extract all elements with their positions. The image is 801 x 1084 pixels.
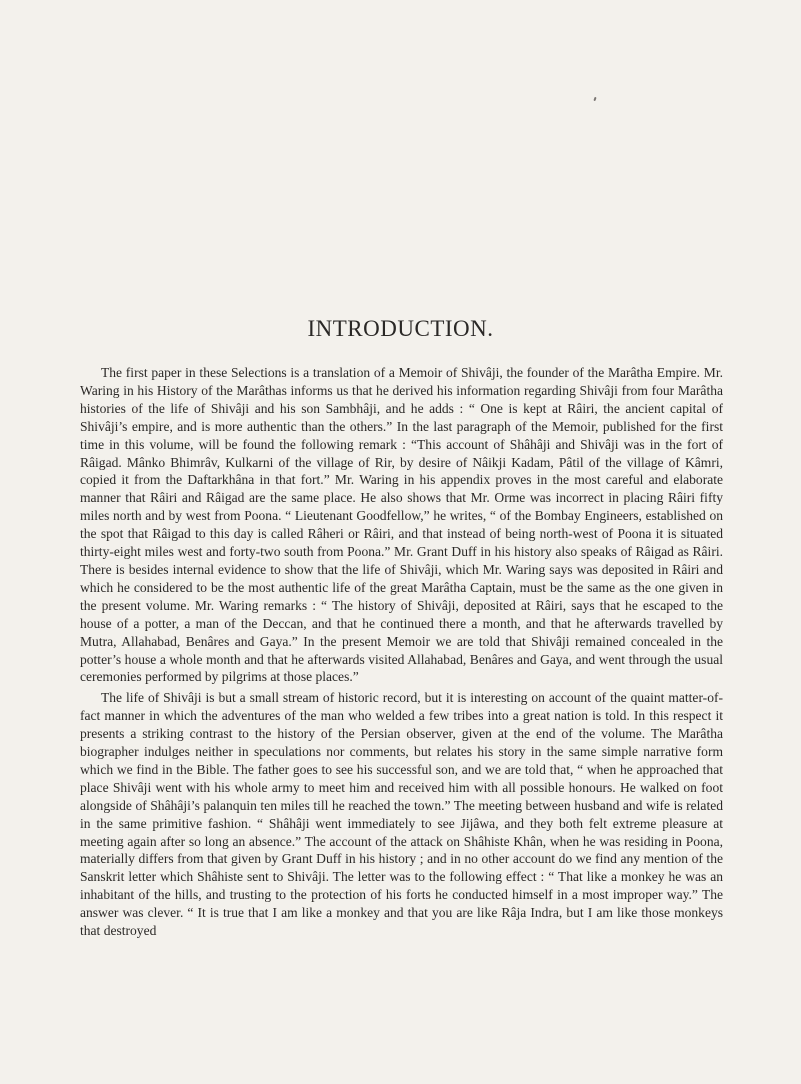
paper-speck <box>593 97 596 101</box>
page-title: INTRODUCTION. <box>307 316 494 341</box>
paragraph-1: The first paper in these Selections is a translation of a Memoir of Shivâji, the founder of the Marâtha Empire. Mr. Waring in his History of the Marâthas informs us that he derived his information regarding Shivâji from four Marâtha histories of the life of Shivâji and his son Sambhâji, and he adds : “ One is kept at Râiri, the ancient capital of Shivâji’s empire, and is more authentic than the others.” In the last paragraph of the Memoir, published for the first time in this volume, will be found the following remark : “This account of Shâhâji and Shivâji was in the fort of Râigad. Mânko Bhimrâv, Kulkarni of the village of Rir, by desire of Nâikji Kadam, Pâtil of the village of Kâmri, copied it from the Daftarkhâna in that fort.” Mr. Waring in his appendix proves in the most careful and elaborate manner that Râiri and Râigad are the same place. He also shows that Mr. Orme was incorrect in placing Râiri fifty miles north and by west from Poona. “ Lieutenant Goodfellow,” he writes, “ of the Bombay Engineers, established on the spot that Râigad to this day is called Râheri or Râiri, and that instead of being north-west of Poona it is situated thirty-eight miles west and forty-two south from Poona.” Mr. Grant Duff in his history also speaks of Râigad as Râiri. There is besides internal evidence to show that the life of Shivâji, which Mr. Waring says was deposited in Râiri and which he considered to be the most authentic life of the great Marâtha Captain, must be the same as the one given in the present volume. Mr. Waring remarks : “ The history of Shivâji, deposited at Râiri, says that he escaped to the house of a potter, a man of the Deccan, and that he continued there a month, and that he afterwards travelled by Mutra, Allahabad, Benâres and Gaya.” In the present Memoir we are told that Shivâji remained concealed in the potter’s house a whole month and that he afterwards visited Allahabad, Benâres and Gaya, and went through the usual ceremonies performed by pilgrims at those places.” <box>80 365 723 685</box>
paragraph-2: The life of Shivâji is but a small stream of historic record, but it is interesting on account of the quaint matter-of-fact manner in which the adventures of the man who welded a few tribes into a great nation is told. In this respect it presents a striking contrast to the history of the Persian observer, given at the end of the volume. The Marâtha biographer indulges neither in speculations nor comments, but relates his story in the same simple narrative form which we find in the Bible. The father goes to see his successful son, and we are told that, “ when he approached that place Shivâji went with his whole army to meet him and received him with all possible honours. He walked on foot alongside of Shâhâji’s palanquin ten miles till he reached the town.” The meeting between husband and wife is related in the same primitive fashion. “ Shâhâji went immediately to see Jijâwa, and they both felt extreme pleasure at meeting again after so long an absence.” The account of the attack on Shâhiste Khân, when he was residing in Poona, materially differs from that given by Grant Duff in his history ; and in no other account do we find any mention of the Sanskrit letter which Shâhiste sent to Shivâji. The letter was to the following effect : “ That like a monkey he was an inhabitant of the hills, and trusting to the protection of his forts he conducted himself in a most improper way.” The answer was clever. “ It is true that I am like a monkey and that you are like Râja Indra, but I am like those monkeys that destroyed <box>80 690 723 939</box>
body-text <box>80 364 723 940</box>
